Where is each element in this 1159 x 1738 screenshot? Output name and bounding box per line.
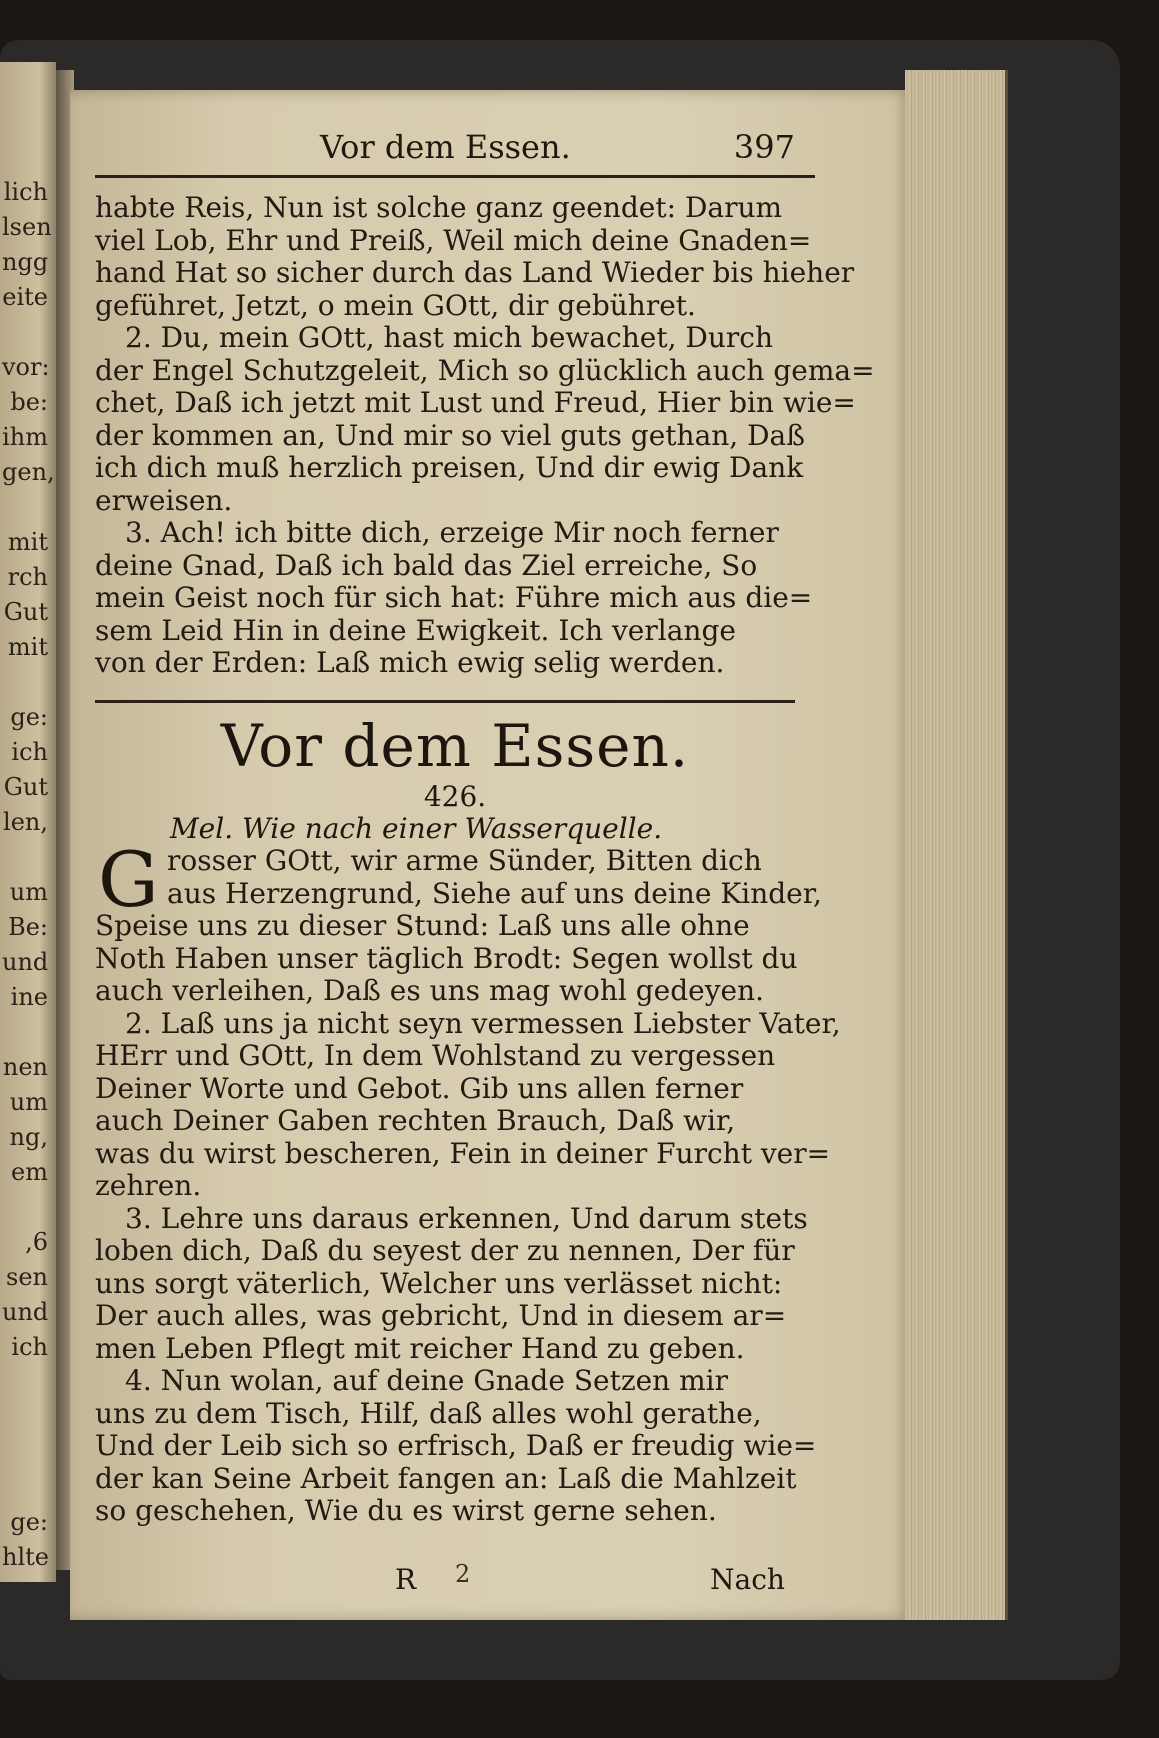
text-line: sem Leid Hin in deine Ewigkeit. Ich verlange (95, 613, 736, 647)
text-line: chet, Daß ich jetzt mit Lust und Freud, Hier bin wie= (95, 386, 856, 419)
text-line: uns sorgt väterlich, Welcher uns verlässet nicht: (95, 1266, 783, 1300)
left-margin-fragment: mit (7, 528, 48, 556)
text-line: Der auch alles, was gebricht, Und in diesem ar= (95, 1299, 787, 1332)
left-margin-fragment: ine (10, 983, 48, 1011)
text-line: der Engel Schutzgeleit, Mich so glücklich auch gema= (95, 353, 875, 387)
melody-line: Mel. Wie nach einer Wasserquelle. (170, 812, 663, 845)
text-line: loben dich, Daß du seyest der zu nennen, Der für (95, 1234, 795, 1267)
left-margin-fragment: Gut (3, 598, 48, 626)
text-line: habte Reis, Nun ist solche ganz geendet: Darum (95, 191, 783, 224)
text-line: ich dich muß herzlich preisen, Und dir ewig Dank (95, 451, 804, 484)
page-edges (905, 70, 1008, 1620)
left-margin-fragment: ich (11, 1333, 48, 1361)
left-margin-fragment: hlte (2, 1543, 49, 1571)
text-line: zehren. (95, 1169, 202, 1202)
left-margin-fragment: um (9, 1088, 48, 1116)
left-margin-fragment: Be: (8, 913, 48, 941)
text-line: men Leben Pflegt mit reicher Hand zu geben. (95, 1331, 745, 1365)
catchword: Nach (710, 1563, 785, 1596)
text-line: HErr und GOtt, In dem Wohlstand zu vergessen (95, 1039, 776, 1072)
left-margin-fragment: ng, (9, 1123, 48, 1151)
left-margin-fragment: mit (7, 633, 48, 661)
text-line: so geschehen, Wie du es wirst gerne sehen. (95, 1494, 717, 1527)
signature-number: 2 (455, 1560, 471, 1588)
left-margin-fragment: Gut (3, 773, 48, 801)
drop-cap: G (98, 835, 159, 924)
left-margin-fragment: gen, (2, 458, 55, 486)
text-line: auch verleihen, Daß es uns mag wohl gedeyen. (95, 974, 765, 1007)
left-margin-fragment: ngg (2, 248, 49, 276)
hymn-number: 426. (423, 780, 487, 813)
left-margin-fragment: rch (7, 563, 48, 591)
text-line: hand Hat so sicher durch das Land Wieder bis hieher (95, 256, 855, 289)
text-line: der kan Seine Arbeit fangen an: Laß die Mahlzeit (95, 1461, 797, 1495)
text-line: mein Geist noch für sich hat: Führe mich aus die= (95, 581, 813, 614)
text-line: von der Erden: Laß mich ewig selig werden. (95, 646, 725, 679)
header-rule (95, 175, 815, 178)
left-margin-fragment: und (2, 948, 49, 976)
text-line: der kommen an, Und mir so viel guts gethan, Daß (95, 418, 805, 452)
running-title: Vor dem Essen. (320, 128, 571, 166)
text-line: 2. Laß uns ja nicht seyn vermessen Liebster Vater, (125, 1006, 841, 1040)
text-line: auch Deiner Gaben rechten Brauch, Daß wir, (95, 1104, 736, 1137)
section-title: Vor dem Essen. (220, 712, 690, 780)
text-line: Speise uns zu dieser Stund: Laß uns alle ohne (95, 909, 750, 942)
left-margin-fragment: eite (2, 283, 48, 311)
left-margin-fragment: ,6 (25, 1228, 48, 1256)
text-line: 4. Nun wolan, auf deine Gnade Setzen mir (125, 1364, 728, 1397)
section-rule (95, 700, 795, 703)
left-margin-fragment: nen (2, 1053, 48, 1081)
left-margin-fragment: be: (10, 388, 48, 416)
text-line: Deiner Worte und Gebot. Gib uns allen ferner (95, 1071, 744, 1105)
text-line: was du wirst bescheren, Fein in deiner Furcht ver= (95, 1136, 831, 1170)
text-line: Und der Leib sich so erfrisch, Daß er freudig wie= (95, 1429, 817, 1462)
page-number: 397 (733, 128, 795, 166)
text-line: 3. Lehre uns daraus erkennen, Und darum stets (125, 1201, 808, 1235)
text-line: aus Herzengrund, Siehe auf uns deine Kinder, (167, 876, 822, 910)
text-line: rosser GOtt, wir arme Sünder, Bitten dich (167, 844, 762, 877)
text-line: uns zu dem Tisch, Hilf, daß alles wohl gerathe, (95, 1396, 762, 1430)
left-margin-fragment: ge: (10, 703, 48, 731)
left-margin-fragment: ich (11, 738, 48, 766)
previous-hymn-text (95, 191, 875, 680)
running-header (95, 128, 815, 168)
left-margin-fragment: len, (3, 808, 48, 836)
left-margin-fragment: sen (6, 1263, 48, 1291)
left-margin-fragment: ge: (10, 1508, 48, 1536)
left-margin-fragment: em (11, 1158, 48, 1186)
left-margin-fragment: um (9, 878, 48, 906)
text-line: viel Lob, Ehr und Preiß, Weil mich deine Gnaden= (95, 223, 812, 257)
left-margin-fragment: lich (3, 178, 48, 206)
text-line: erweisen. (95, 483, 233, 517)
left-margin-fragment: und (2, 1298, 49, 1326)
text-line: 2. Du, mein GOtt, hast mich bewachet, Durch (125, 321, 773, 354)
text-line: deine Gnad, Daß ich bald das Ziel erreiche, So (95, 548, 758, 582)
left-page-edge (0, 62, 56, 1582)
signature-mark: R (395, 1563, 417, 1596)
left-margin-fragment: vor: (2, 353, 50, 381)
hymn-text (95, 844, 841, 1528)
left-margin-fragment: ihm (2, 423, 48, 451)
text-line: Noth Haben unser täglich Brodt: Segen wollst du (95, 941, 798, 975)
text-line: geführet, Jetzt, o mein GOtt, dir gebühret. (95, 288, 696, 322)
left-margin-fragment: lsen (2, 213, 52, 241)
text-line: 3. Ach! ich bitte dich, erzeige Mir noch ferner (125, 516, 779, 549)
